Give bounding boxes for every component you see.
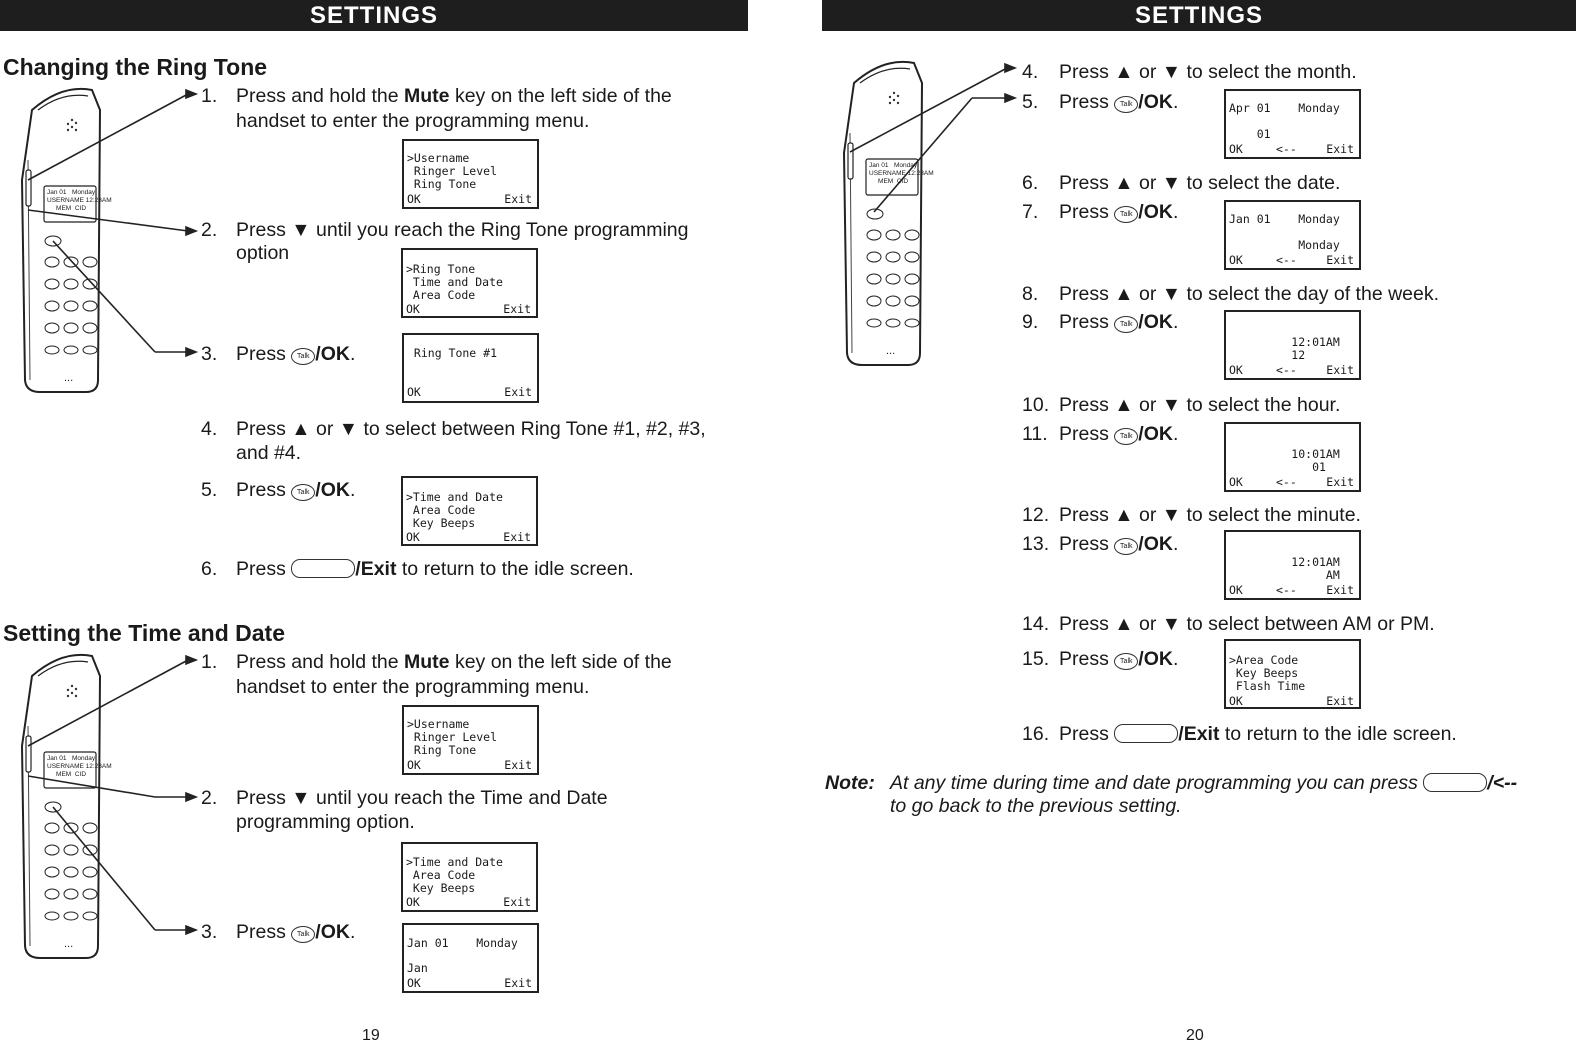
lcd-screen: Jan 01 Monday Monday OK <-- Exit [1224,200,1361,270]
page-header: SETTINGS [822,0,1576,31]
talk-key-icon: Talk [291,926,315,943]
note-label: Note: [825,772,875,794]
handset-ellipsis: ... [64,372,74,384]
handset-illustration [0,0,748,1047]
page-20: SETTINGS Jan 01 Monday USERNAME 12:28AM MEM CID ... 4. Press ▲ or ▼ to select the month. 5. Press Talk /OK. 6. Press ▲ or ▼ to select the date. 7. Press Talk /OK. 8. Press ▲ or ▼ to select the day of the week. 9. Press Talk /OK. 10. Press ▲ or ▼ to select the hour. 11. Press Talk /OK. 12. Press ▲ or ▼ to select the minute. 13. Press Talk /OK. 14. Press ▲ or ▼ to select between AM or PM. 15. Press Talk /OK. 16. Press /Exit to return to the idle screen. Apr 01 Monday 01 OK <-- Exit Jan 01 Monday Monday OK <-- Exit 12:01AM 12 OK <-- Exit 10:01AM 01 OK <-- Exit 12:01AM AM OK <-- Exit >Area Code Key Beeps Flash Time OK Exit Note: At any time during time and date programming you can press /<-- to go back to the previous setting. 20 [822,0,1576,1047]
talk-key-icon: Talk [291,484,315,501]
flat-key-icon [291,559,355,578]
talk-key-icon: Talk [1114,206,1138,223]
talk-key-icon: Talk [291,348,315,365]
lcd-screen: >Area Code Key Beeps Flash Time OK Exit [1224,639,1361,709]
lcd-screen: Apr 01 Monday 01 OK <-- Exit [1224,89,1361,159]
lcd-screen: 12:01AM AM OK <-- Exit [1224,530,1361,600]
note-text: At any time during time and date programming you can press /<-- [890,772,1518,794]
note-text-line2: to go back to the previous setting. [890,795,1182,817]
flat-key-icon [1423,773,1487,792]
page-number: 20 [1186,1027,1204,1044]
lcd-screen: >Ring Tone Time and Date Area Code OK Exit [401,248,538,318]
talk-key-icon: Talk [1114,96,1138,113]
handset-ellipsis: ... [886,345,896,357]
page-number: 19 [362,1027,380,1044]
lcd-screen: 10:01AM 01 OK <-- Exit [1224,422,1361,492]
flat-key-icon [1114,724,1178,743]
lcd-screen: >Username Ringer Level Ring Tone OK Exit [402,705,539,775]
page-header: SETTINGS [0,0,748,31]
lcd-screen: 12:01AM 12 OK <-- Exit [1224,310,1361,380]
handset-screen: Jan 01 Monday USERNAME 12:28AM MEM CID [47,755,112,778]
lcd-screen: >Time and Date Area Code Key Beeps OK Exit [401,842,538,912]
talk-key-icon: Talk [1114,538,1138,555]
lcd-screen: >Time and Date Area Code Key Beeps OK Exit [401,476,538,546]
handset-screen: Jan 01 Monday USERNAME 12:28AM MEM CID [47,189,112,212]
lcd-screen: Jan 01 Monday Jan OK Exit [402,923,539,993]
handset-ellipsis: ... [64,938,74,950]
handset-screen: Jan 01 Monday USERNAME 12:28AM MEM CID [869,162,934,185]
section-title-time-date: Setting the Time and Date [3,620,286,646]
talk-key-icon: Talk [1114,428,1138,445]
page-19: SETTINGS Changing the Ring Tone Jan 01 Monday USERNAME 12:28AM MEM CID ... Jan 01 Monday USERNAME 12:28AM MEM CID ... 1. Press and hold the Mute key on the left side of the handset to enter the programming menu. 2. Press ▼ until you reach the Ring Tone programming option 3. Press Talk /OK. 4. Press ▲ or ▼ to select between Ring Tone #1, #2, #3, and #4. 5. Press Talk /OK. 6. Press /Exit to return to the idle screen. >Username Ringer Level Ring Tone OK Exit >Ring Tone Time and Date Area Code OK Exit Ring Tone #1 OK Exit >Time and Date Area Code Key Beeps OK Exit Setting the Time and Date 1. Press and hold the Mute key on the left side of the handset to enter the programming menu. 2. Press ▼ until you reach the Time and Date programming option. 3. Press Talk /OK. >Username Ringer Level Ring Tone OK Exit >Time and Date Area Code Key Beeps OK Exit Jan 01 Monday Jan OK Exit 19 [0,0,748,1047]
talk-key-icon: Talk [1114,316,1138,333]
lcd-screen: Ring Tone #1 OK Exit [402,333,539,403]
section-title-ring-tone: Changing the Ring Tone [3,54,268,80]
lcd-screen: >Username Ringer Level Ring Tone OK Exit [402,139,539,209]
talk-key-icon: Talk [1114,653,1138,670]
